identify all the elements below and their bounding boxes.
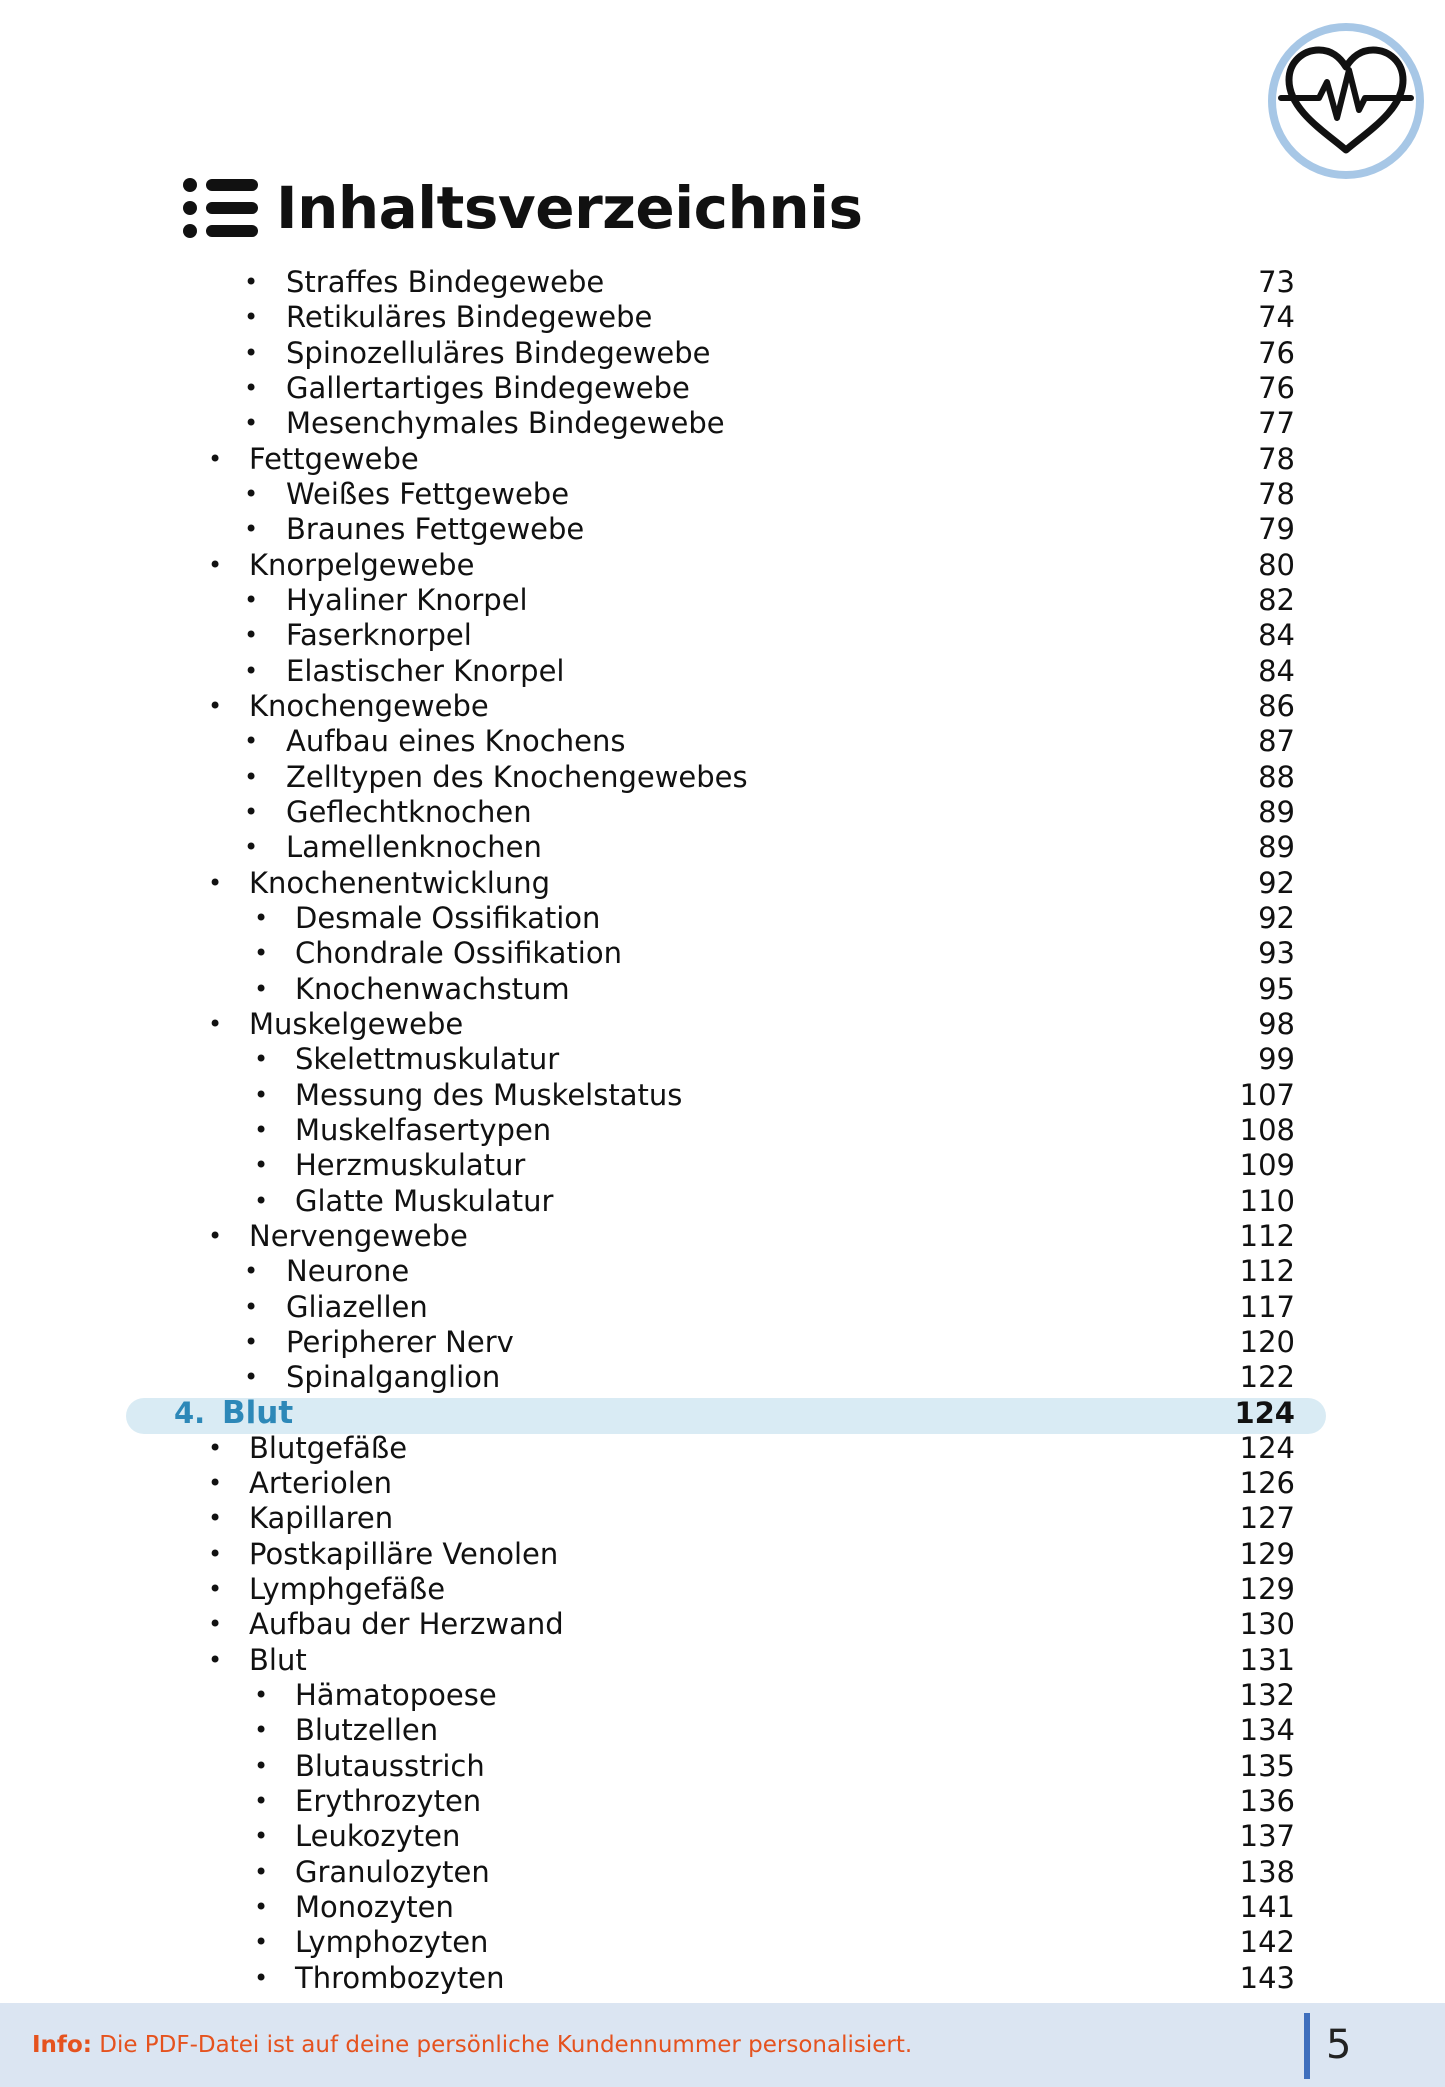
bullet-icon: •: [254, 1857, 269, 1886]
section-number: 4.: [174, 1395, 206, 1430]
toc-entry-page: 84: [1258, 653, 1295, 688]
toc-entry-label: Leukozyten: [295, 1819, 461, 1854]
toc-entry-page: 137: [1239, 1819, 1295, 1854]
bullet-icon: •: [208, 1645, 223, 1674]
bullet-icon: •: [254, 939, 269, 968]
toc-entry[interactable]: [0, 300, 1445, 335]
toc-entry-label: Elastischer Knorpel: [286, 653, 565, 688]
toc-entry-label: Erythrozyten: [295, 1784, 482, 1819]
toc-entry-label: Knochenwachstum: [295, 971, 570, 1006]
toc-entry-label: Nervengewebe: [249, 1218, 468, 1253]
bullet-icon: •: [208, 868, 223, 897]
toc-entry-label: Thrombozyten: [295, 1960, 505, 1995]
bullet-icon: •: [244, 727, 259, 756]
bullet-icon: •: [244, 797, 259, 826]
bullet-icon: •: [208, 1221, 223, 1250]
bullet-icon: •: [208, 1009, 223, 1038]
toc-entry-label: Monozyten: [295, 1890, 454, 1925]
toc-entry-page: 74: [1258, 300, 1295, 335]
toc-entry-page: 126: [1239, 1466, 1295, 1501]
toc-entry-page: 130: [1239, 1607, 1295, 1642]
bullet-icon: •: [244, 585, 259, 614]
bullet-icon: •: [254, 1151, 269, 1180]
bullet-icon: •: [254, 1893, 269, 1922]
bullet-icon: •: [244, 762, 259, 791]
toc-entry-label: Aufbau eines Knochens: [286, 724, 626, 759]
toc-entry[interactable]: [0, 477, 1445, 512]
bullet-icon: •: [208, 550, 223, 579]
toc-entry[interactable]: [0, 336, 1445, 371]
info-text: Die PDF-Datei ist auf deine persönliche Kundennummer personalisiert.: [99, 2032, 913, 2058]
toc-entry-page: 138: [1239, 1854, 1295, 1889]
toc-entry-label: Hämatopoese: [295, 1678, 497, 1713]
toc-entry-label: Gliazellen: [286, 1289, 428, 1324]
toc-entry-page: 73: [1258, 265, 1295, 299]
toc-entry-page: 86: [1258, 688, 1295, 723]
heart-pulse-icon: [1267, 22, 1425, 180]
toc-entry[interactable]: [0, 1890, 1445, 1925]
toc-entry-page: 107: [1239, 1077, 1295, 1112]
toc-entry[interactable]: [0, 1184, 1445, 1219]
toc-entry[interactable]: [0, 1855, 1445, 1890]
toc-entry-label: Muskelgewebe: [249, 1006, 464, 1041]
info-label: Info:: [32, 2032, 92, 2058]
section-highlight: [126, 1394, 1326, 1434]
bullet-icon: •: [244, 1257, 259, 1286]
toc-entry[interactable]: [0, 512, 1445, 547]
bullet-icon: •: [244, 268, 259, 296]
toc-entry-page: 93: [1258, 936, 1295, 971]
toc-entry[interactable]: [0, 1643, 1445, 1678]
toc-entry-label: Blutzellen: [295, 1713, 439, 1748]
toc-entry[interactable]: [0, 265, 1445, 300]
toc-entry-label: Knochenentwicklung: [249, 865, 551, 900]
toc-entry-page: 98: [1258, 1006, 1295, 1041]
bullet-icon: •: [244, 373, 259, 402]
toc-entry-page: 112: [1239, 1218, 1295, 1253]
toc-entry-page: 143: [1239, 1960, 1295, 1995]
bullet-icon: •: [208, 1610, 223, 1639]
toc-entry-label: Mesenchymales Bindegewebe: [286, 406, 725, 441]
bullet-icon: •: [254, 903, 269, 932]
toc-entry-label: Messung des Muskelstatus: [295, 1077, 683, 1112]
table-of-contents: [0, 265, 1445, 1996]
bullet-icon: •: [208, 1433, 223, 1462]
toc-entry-label: Lamellenknochen: [286, 830, 542, 865]
footer-divider: [1304, 2013, 1310, 2079]
toc-entry[interactable]: [0, 1042, 1445, 1077]
toc-entry-page: 92: [1258, 865, 1295, 900]
bullet-icon: •: [244, 621, 259, 650]
toc-entry-label: Postkapilläre Venolen: [249, 1536, 559, 1571]
bullet-icon: •: [208, 691, 223, 720]
toc-entry-label: Neurone: [286, 1254, 410, 1289]
toc-entry[interactable]: [0, 1113, 1445, 1148]
toc-entry-page: 95: [1258, 971, 1295, 1006]
toc-entry[interactable]: [0, 972, 1445, 1007]
bullet-icon: •: [254, 1115, 269, 1144]
toc-entry-page: 82: [1258, 582, 1295, 617]
bullet-icon: •: [244, 479, 259, 508]
toc-entry-label: Granulozyten: [295, 1854, 490, 1889]
toc-entry[interactable]: [0, 1219, 1445, 1254]
toc-entry-label: Blut: [249, 1642, 307, 1677]
toc-entry-label: Lymphozyten: [295, 1925, 489, 1960]
bullet-icon: •: [254, 1681, 269, 1710]
bullet-icon: •: [254, 1928, 269, 1957]
toc-entry[interactable]: [0, 936, 1445, 971]
toc-entry-label: Hyaliner Knorpel: [286, 582, 528, 617]
toc-entry-page: 76: [1258, 335, 1295, 370]
bullet-icon: •: [254, 974, 269, 1003]
toc-entry[interactable]: [0, 1607, 1445, 1642]
toc-entry[interactable]: [0, 1961, 1445, 1996]
bullet-icon: •: [208, 444, 223, 473]
toc-entry[interactable]: [0, 1925, 1445, 1960]
toc-entry-page: 129: [1239, 1572, 1295, 1607]
toc-entry-label: Spinozelluläres Bindegewebe: [286, 335, 711, 370]
toc-entry[interactable]: [0, 371, 1445, 406]
toc-entry-label: Lymphgefäße: [249, 1572, 446, 1607]
list-icon: [182, 177, 260, 239]
toc-entry[interactable]: [0, 618, 1445, 653]
toc-entry-page: 134: [1239, 1713, 1295, 1748]
bullet-icon: •: [254, 1751, 269, 1780]
bullet-icon: •: [254, 1716, 269, 1745]
toc-entry-label: Desmale Ossifikation: [295, 900, 601, 935]
toc-entry[interactable]: [0, 1537, 1445, 1572]
toc-entry-page: 92: [1258, 900, 1295, 935]
toc-entry-page: 117: [1239, 1289, 1295, 1324]
toc-entry[interactable]: [0, 866, 1445, 901]
bullet-icon: •: [208, 1504, 223, 1533]
toc-entry-page: 135: [1239, 1748, 1295, 1783]
bullet-icon: •: [254, 1080, 269, 1109]
toc-entry-label: Fettgewebe: [249, 441, 419, 476]
bullet-icon: •: [254, 1045, 269, 1074]
toc-entry-label: Knorpelgewebe: [249, 547, 475, 582]
bullet-icon: •: [244, 656, 259, 685]
toc-entry-label: Peripherer Nerv: [286, 1324, 514, 1359]
toc-entry-label: Spinalganglion: [286, 1360, 501, 1395]
toc-entry[interactable]: [0, 1007, 1445, 1042]
toc-entry[interactable]: [0, 1290, 1445, 1325]
toc-entry-page: 112: [1239, 1254, 1295, 1289]
toc-entry[interactable]: [0, 795, 1445, 830]
toc-entry-label: Knochengewebe: [249, 688, 489, 723]
toc-entry-page: 127: [1239, 1501, 1295, 1536]
toc-entry-page: 109: [1239, 1148, 1295, 1183]
toc-entry-page: 124: [1234, 1395, 1295, 1430]
bullet-icon: •: [244, 1327, 259, 1356]
toc-entry-label: Blut: [222, 1394, 294, 1431]
toc-entry[interactable]: [0, 830, 1445, 865]
bullet-icon: •: [254, 1787, 269, 1816]
toc-entry-page: 89: [1258, 794, 1295, 829]
toc-entry[interactable]: [0, 1784, 1445, 1819]
toc-entry-label: Muskelfasertypen: [295, 1112, 552, 1147]
toc-entry-page: 132: [1239, 1678, 1295, 1713]
toc-header: [182, 168, 863, 248]
toc-entry-label: Weißes Fettgewebe: [286, 476, 570, 511]
toc-entry[interactable]: [0, 1749, 1445, 1784]
bullet-icon: •: [244, 1292, 259, 1321]
toc-entry[interactable]: [0, 1325, 1445, 1360]
toc-entry-page: 77: [1258, 406, 1295, 441]
toc-entry-label: Geflechtknochen: [286, 794, 532, 829]
toc-entry[interactable]: [0, 654, 1445, 689]
toc-entry-label: Gallertartiges Bindegewebe: [286, 370, 690, 405]
toc-entry-label: Kapillaren: [249, 1501, 394, 1536]
toc-entry[interactable]: [0, 583, 1445, 618]
bullet-icon: •: [244, 409, 259, 438]
toc-entry-page: 142: [1239, 1925, 1295, 1960]
toc-entry-page: 78: [1258, 476, 1295, 511]
toc-entry[interactable]: [0, 406, 1445, 441]
toc-entry-label: Arteriolen: [249, 1466, 392, 1501]
toc-entry-page: 88: [1258, 759, 1295, 794]
toc-entry[interactable]: [0, 901, 1445, 936]
toc-entry-page: 129: [1239, 1536, 1295, 1571]
bullet-icon: •: [244, 833, 259, 862]
toc-entry[interactable]: [0, 1466, 1445, 1501]
toc-entry-page: 84: [1258, 618, 1295, 653]
bullet-icon: •: [254, 1822, 269, 1851]
toc-entry[interactable]: [0, 1360, 1445, 1395]
info-note: [32, 2003, 912, 2087]
bullet-icon: •: [244, 515, 259, 544]
bullet-icon: •: [244, 1363, 259, 1392]
toc-entry-label: Aufbau der Herzwand: [249, 1607, 564, 1642]
toc-entry[interactable]: [0, 1819, 1445, 1854]
toc-entry[interactable]: [0, 1148, 1445, 1183]
toc-entry-label: Zelltypen des Knochengewebes: [286, 759, 748, 794]
bullet-icon: •: [244, 303, 259, 332]
toc-entry-page: 76: [1258, 370, 1295, 405]
toc-entry-label: Blutgefäße: [249, 1430, 408, 1465]
toc-entry-page: 141: [1239, 1890, 1295, 1925]
toc-entry-page: 99: [1258, 1042, 1295, 1077]
toc-entry-label: Braunes Fettgewebe: [286, 512, 585, 547]
toc-entry-label: Glatte Muskulatur: [295, 1183, 554, 1218]
toc-section-entry[interactable]: [0, 1396, 1445, 1431]
toc-entry[interactable]: [0, 689, 1445, 724]
toc-entry-page: 79: [1258, 512, 1295, 547]
bullet-icon: •: [208, 1469, 223, 1498]
toc-entry[interactable]: [0, 1678, 1445, 1713]
toc-entry[interactable]: [0, 442, 1445, 477]
bullet-icon: •: [244, 338, 259, 367]
heart-pulse-logo: [1267, 22, 1425, 180]
toc-entry-label: Retikuläres Bindegewebe: [286, 300, 653, 335]
toc-entry-page: 131: [1239, 1642, 1295, 1677]
toc-entry-label: Herzmuskulatur: [295, 1148, 526, 1183]
toc-entry-page: 78: [1258, 441, 1295, 476]
toc-entry-page: 87: [1258, 724, 1295, 759]
toc-entry[interactable]: [0, 760, 1445, 795]
toc-entry-page: 80: [1258, 547, 1295, 582]
toc-entry-label: Chondrale Ossifikation: [295, 936, 622, 971]
toc-entry-page: 122: [1239, 1360, 1295, 1395]
toc-entry[interactable]: [0, 1572, 1445, 1607]
toc-entry[interactable]: [0, 1431, 1445, 1466]
toc-entry-page: 108: [1239, 1112, 1295, 1147]
toc-entry[interactable]: [0, 1713, 1445, 1748]
bullet-icon: •: [208, 1575, 223, 1604]
toc-entry[interactable]: [0, 548, 1445, 583]
bullet-icon: •: [208, 1539, 223, 1568]
toc-entry[interactable]: [0, 724, 1445, 759]
toc-entry-page: 89: [1258, 830, 1295, 865]
toc-entry-page: 124: [1239, 1430, 1295, 1465]
page-number: 5: [1326, 2022, 1352, 2068]
toc-entry-page: 120: [1239, 1324, 1295, 1359]
page-title: Inhaltsverzeichnis: [276, 174, 863, 242]
toc-entry[interactable]: [0, 1501, 1445, 1536]
toc-entry-label: Blutausstrich: [295, 1748, 485, 1783]
toc-entry-label: Faserknorpel: [286, 618, 472, 653]
toc-entry-label: Straffes Bindegewebe: [286, 265, 605, 299]
bullet-icon: •: [254, 1963, 269, 1992]
toc-entry-label: Skelettmuskulatur: [295, 1042, 560, 1077]
footer: [0, 2003, 1445, 2087]
toc-entry[interactable]: [0, 1254, 1445, 1289]
toc-entry[interactable]: [0, 1078, 1445, 1113]
toc-entry-page: 136: [1239, 1784, 1295, 1819]
toc-entry-page: 110: [1239, 1183, 1295, 1218]
bullet-icon: •: [254, 1186, 269, 1215]
